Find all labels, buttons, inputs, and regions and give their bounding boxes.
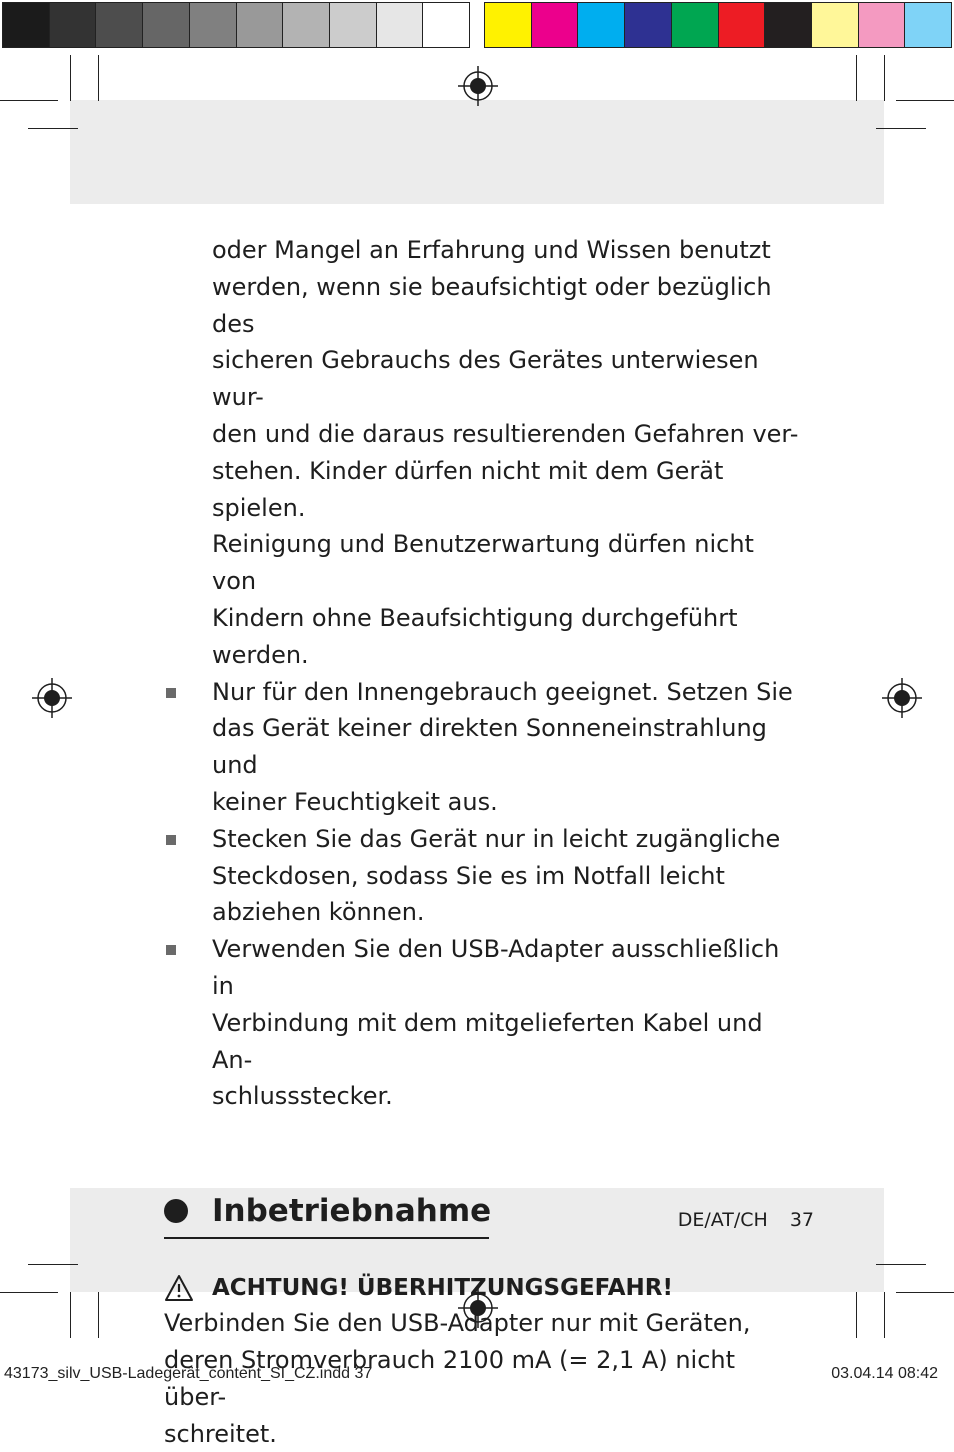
crop-mark (884, 1292, 885, 1338)
color-swatch (330, 3, 377, 47)
crop-mark (856, 1292, 857, 1338)
list-item (164, 931, 804, 1115)
color-swatch (3, 3, 50, 47)
slug-date-time: 03.04.14 08:42 (831, 1365, 938, 1382)
text-line: stehen. Kinder dürfen nicht mit dem Gerät spielen. (212, 456, 724, 522)
warning-triangle-icon (164, 1274, 194, 1302)
text-line: das Gerät keiner direkten Sonneneinstrahlung und (212, 714, 767, 780)
crop-mark (28, 128, 78, 129)
list-item (164, 821, 804, 931)
page-number: 37 (789, 1209, 814, 1231)
color-swatch (719, 3, 766, 47)
crop-mark (0, 1292, 58, 1293)
list-item (164, 674, 804, 821)
text-line: abziehen können. (212, 898, 425, 927)
heading-dot-icon (164, 1199, 188, 1223)
warning-heading (164, 1271, 804, 1305)
heading-underline (164, 1237, 489, 1239)
color-swatch (765, 3, 812, 47)
text-line: Kindern ohne Beaufsichtigung durchgeführt werden. (212, 603, 738, 669)
color-swatch (578, 3, 625, 47)
square-bullet-icon (166, 688, 176, 698)
color-swatch (625, 3, 672, 47)
color-swatch (96, 3, 143, 47)
color-swatch (283, 3, 330, 47)
crop-mark (876, 128, 926, 129)
square-bullet-icon (166, 835, 176, 845)
color-swatch (237, 3, 284, 47)
text-line: Verbinden Sie den USB-Adapter nur mit Geräten, (164, 1309, 751, 1338)
color-swatch (190, 3, 237, 47)
text-line: sicheren Gebrauchs des Gerätes unterwiesen wur- (212, 346, 759, 412)
color-swatch (423, 3, 469, 47)
header-band (70, 100, 884, 204)
text-line: werden, wenn sie beaufsichtigt oder bezüglich des (212, 272, 772, 338)
crop-mark (856, 55, 857, 101)
crop-mark (98, 1292, 99, 1338)
grayscale-color-bar (2, 2, 470, 48)
text-line: oder Mangel an Erfahrung und Wissen benutzt (212, 236, 771, 264)
crop-mark (70, 55, 71, 101)
crop-mark (896, 1292, 954, 1293)
process-color-bar (484, 2, 952, 48)
text-line: den und die daraus resultierenden Gefahren ver- (212, 419, 799, 448)
text-line: deren Stromverbrauch 2100 mA (= 2,1 A) nicht über- (164, 1345, 736, 1411)
crop-mark (70, 1292, 71, 1338)
text-line: keiner Feuchtigkeit aus. (212, 787, 498, 816)
registration-mark-icon (458, 66, 498, 106)
color-swatch (859, 3, 906, 47)
text-line: Reinigung und Benutzerwartung dürfen nicht von (212, 530, 754, 596)
text-line: Verbindung mit dem mitgelieferten Kabel und An- (212, 1008, 763, 1074)
slug-filename: 43173_silv_USB-Ladegerät_content_SI_CZ.indd 37 (4, 1365, 373, 1382)
warning-title: ACHTUNG! ÜBERHITZUNGSGEFAHR! (212, 1275, 673, 1302)
text-line: Steckdosen, sodass Sie es im Notfall leicht (212, 861, 725, 890)
page-content (164, 232, 804, 1452)
text-line: schlussstecker. (212, 1082, 393, 1111)
color-swatch (377, 3, 424, 47)
registration-mark-icon (32, 678, 72, 718)
text-line: Nur für den Innengebrauch geeignet. Setzen Sie (212, 677, 793, 706)
text-line: schreitet. (164, 1419, 277, 1448)
section-title: Inbetriebnahme (212, 1193, 492, 1230)
color-swatch (672, 3, 719, 47)
color-swatch (532, 3, 579, 47)
color-swatch (812, 3, 859, 47)
crop-mark (98, 55, 99, 101)
text-line: Verwenden Sie den USB-Adapter ausschließlich in (212, 935, 780, 1000)
page-footer (678, 1209, 814, 1231)
color-swatch (905, 3, 951, 47)
crop-mark (884, 55, 885, 101)
color-swatch (485, 3, 532, 47)
registration-mark-icon (882, 678, 922, 718)
color-swatch (143, 3, 190, 47)
region-label: DE/AT/CH (677, 1209, 768, 1231)
continuation-paragraph (164, 232, 804, 674)
crop-mark (0, 100, 58, 101)
crop-mark (896, 100, 954, 101)
crop-mark (876, 1264, 926, 1265)
square-bullet-icon (166, 945, 176, 955)
crop-mark (28, 1264, 78, 1265)
color-swatch (50, 3, 97, 47)
text-line: Stecken Sie das Gerät nur in leicht zugängliche (212, 824, 781, 853)
